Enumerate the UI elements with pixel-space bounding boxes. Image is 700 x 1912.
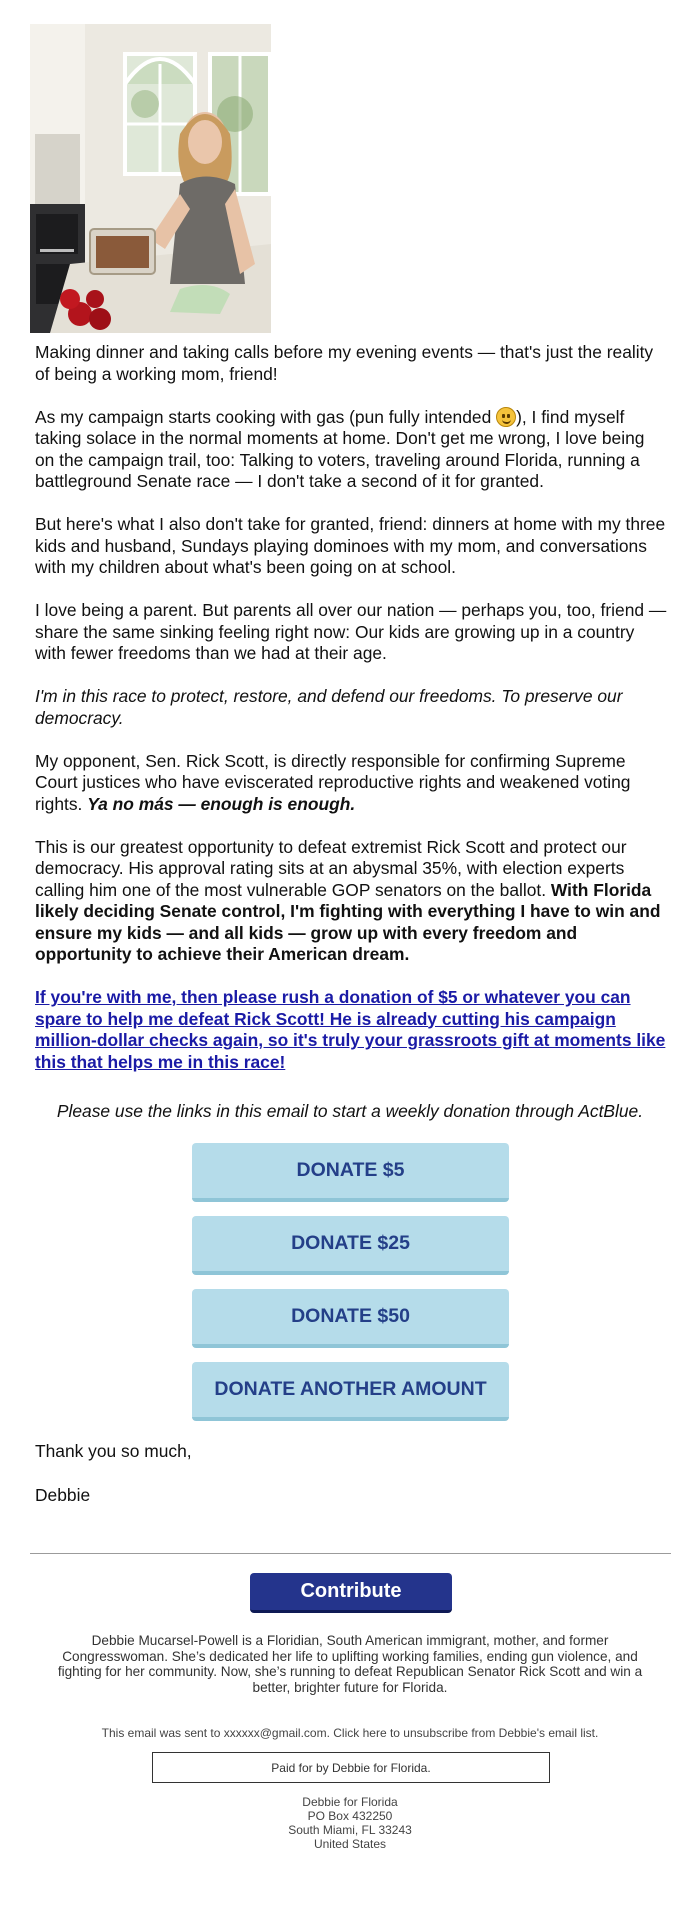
donate-25-button[interactable]: DONATE $25 xyxy=(192,1216,509,1275)
address-line: Debbie for Florida xyxy=(302,1795,398,1809)
paragraph-campaign-end: ), I find myself taking solace in the normal moments at home. Don't get me wrong, I love being on the campaign trail, too: Talking to voters, traveling around Florida, running a battleground Senate race — I don't take a second of it for granted. xyxy=(35,406,645,491)
paragraph-opponent-emphasis: Ya no más — enough is enough. xyxy=(87,793,356,814)
unsubscribe-link[interactable]: Click here to unsubscribe from Debbie's email list. xyxy=(333,1726,599,1740)
address-line: South Miami, FL 33243 xyxy=(288,1823,412,1837)
contribute-button[interactable]: Contribute xyxy=(250,1573,452,1613)
candidate-bio: Debbie Mucarsel-Powell is a Floridian, South American immigrant, mother, and former Congresswoman. She’s dedicated her life to uplifting working families, ending gun violence, and fighting for her community. Now, she’s running to defeat Republican Senator Rick Scott and win a better, brighter future for Florida. xyxy=(57,1633,643,1695)
paid-for-disclaimer: Paid for by Debbie for Florida. xyxy=(152,1752,550,1783)
footer-divider xyxy=(30,1553,671,1554)
paragraph-opponent-text: My opponent, Sen. Rick Scott, is directly responsible for confirming Supreme Court justices who have eviscerated reproductive rights and weakened voting rights. xyxy=(35,750,631,814)
paragraph-campaign xyxy=(35,407,667,493)
donate-50-button[interactable]: DONATE $50 xyxy=(192,1289,509,1348)
paragraph-parent: I love being a parent. But parents all over our nation — perhaps you, too, friend — share the same sinking feeling right now: Our kids are growing up in a country with fewer freedoms than we had at their age. xyxy=(35,600,667,663)
paragraph-opportunity-emphasis: With Florida likely deciding Senate control, I'm fighting with everything I have to win and ensure my kids — and all kids — grow up with every freedom and opportunity to achieve their American dream. xyxy=(35,879,661,964)
paragraph-family: But here's what I also don't take for granted, friend: dinners at home with my three kids and husband, Sundays playing dominoes with my mom, and conversations with my children about what's been going on at school. xyxy=(35,514,666,577)
donate-other-amount-button[interactable]: DONATE ANOTHER AMOUNT xyxy=(192,1362,509,1421)
sent-notice xyxy=(0,1726,700,1740)
kitchen-photo xyxy=(30,24,271,333)
photo-illustration xyxy=(30,24,271,333)
letter-content xyxy=(35,342,667,1095)
paragraph-campaign-start: As my campaign starts cooking with gas (pun fully intended xyxy=(35,406,497,427)
address-line: PO Box 432250 xyxy=(307,1809,393,1823)
paragraph-opponent xyxy=(35,751,667,816)
closing-thanks: Thank you so much, xyxy=(35,1441,192,1461)
weekly-donation-note: Please use the links in this email to start a weekly donation through ActBlue. xyxy=(56,1101,644,1121)
paragraph-mission: I'm in this race to protect, restore, and defend our freedoms. To preserve our democracy. xyxy=(35,686,623,728)
paragraph-intro: Making dinner and taking calls before my evening events — that's just the reality of being a working mom, friend! xyxy=(35,342,654,384)
address-line: United States xyxy=(313,1837,387,1851)
closing-signature: Debbie xyxy=(35,1485,91,1505)
paragraph-opportunity xyxy=(35,837,667,966)
mailing-address xyxy=(0,1795,700,1851)
donation-cta-link[interactable]: If you're with me, then please rush a donation of $5 or whatever you can spare to help me defeat Rick Scott! He is already cutting his campaign million-dollar checks again, so it's truly your grassroots gift at moments like this that helps me in this race! xyxy=(35,987,666,1072)
smile-emoji-icon xyxy=(496,407,516,427)
sent-to-text: This email was sent to xxxxxx@gmail.com. xyxy=(101,1726,330,1740)
paragraph-opportunity-text: This is our greatest opportunity to defeat extremist Rick Scott and protect our democracy. His approval rating sits at an abysmal 35%, with election experts calling him one of the most vulnerable GOP senators on the ballot. xyxy=(35,836,627,900)
donate-5-button[interactable]: DONATE $5 xyxy=(192,1143,509,1202)
paragraph-cta xyxy=(35,987,667,1073)
